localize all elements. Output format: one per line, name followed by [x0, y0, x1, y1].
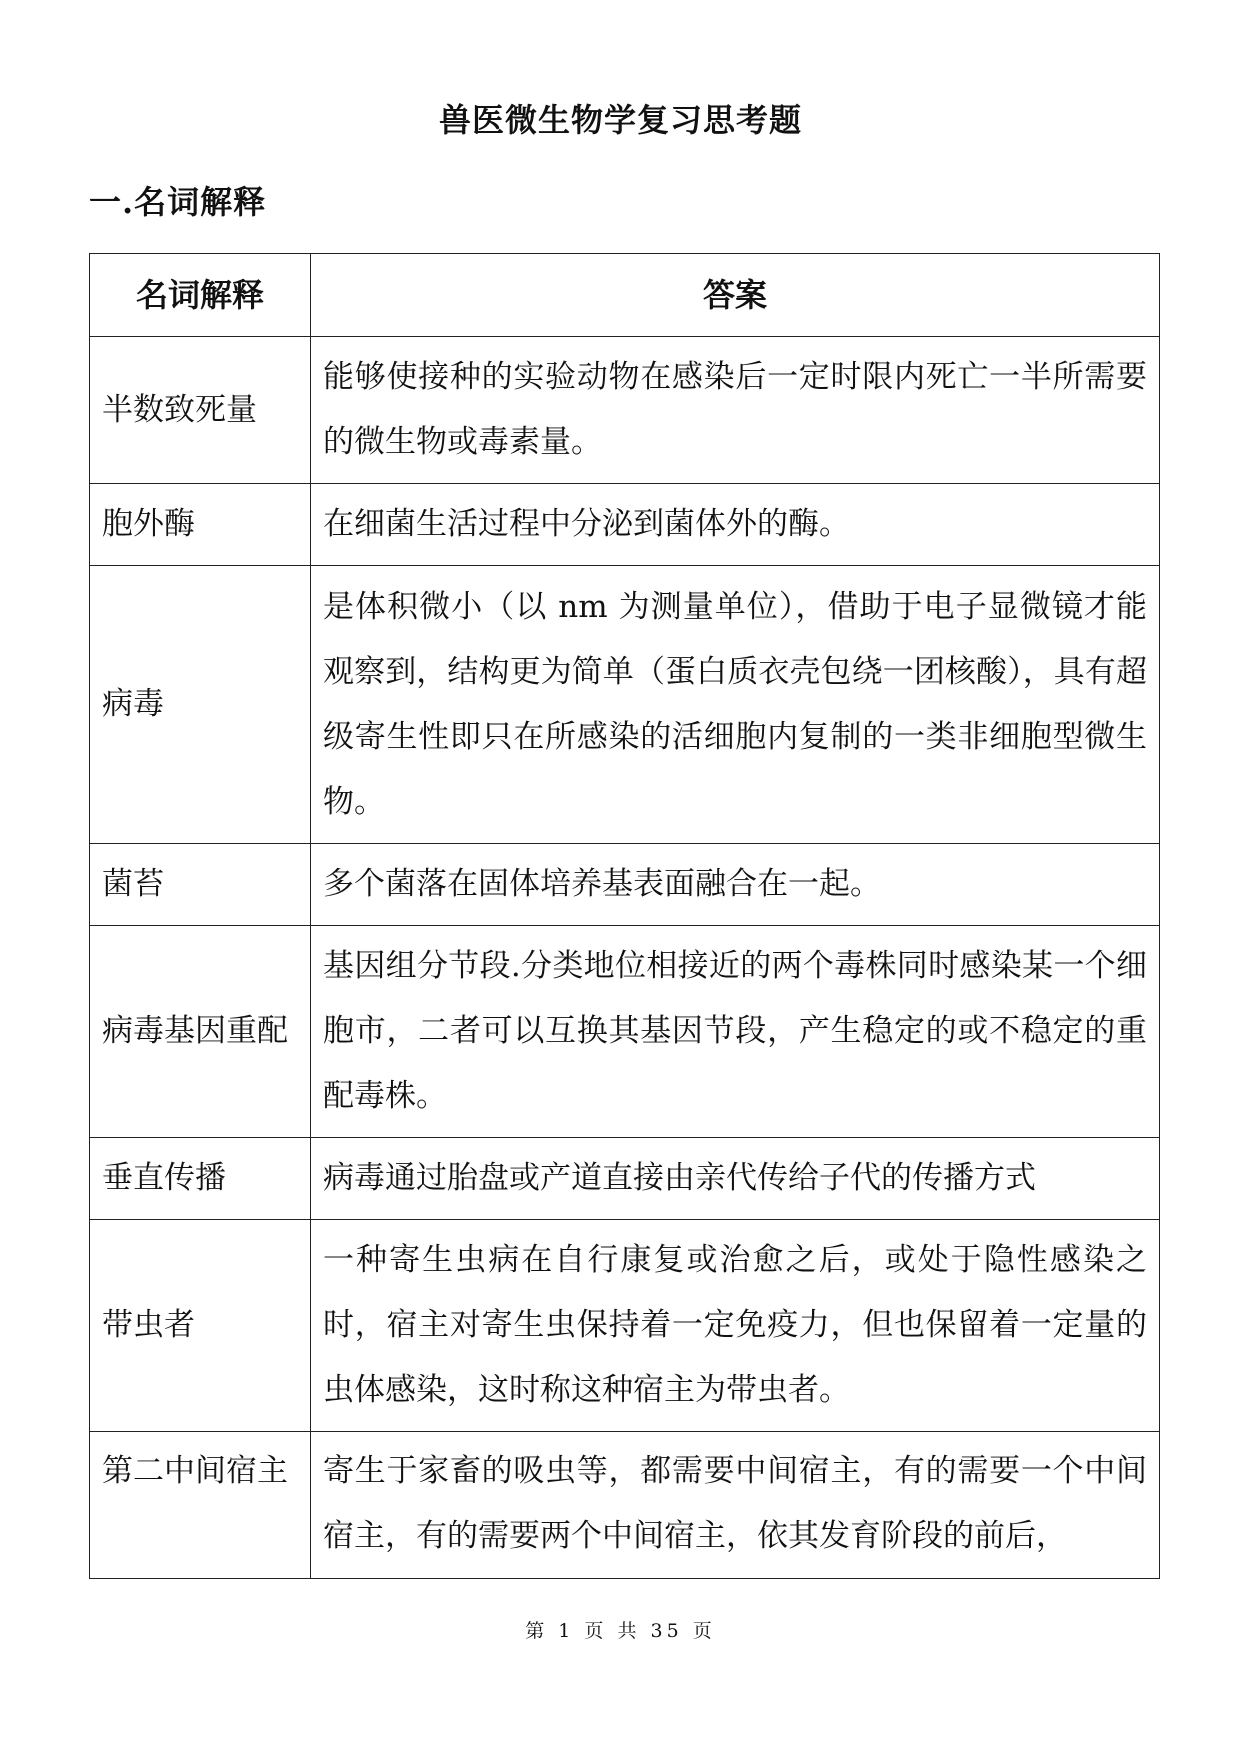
table-row — [90, 1138, 1160, 1220]
table-row — [90, 926, 1160, 1138]
section-heading: 一.名词解释 — [89, 183, 267, 221]
row-term: 胞外酶 — [90, 484, 311, 566]
row-term: 菌苔 — [90, 844, 311, 926]
table-row — [90, 566, 1160, 844]
table-row — [90, 1432, 1160, 1579]
header-term: 名词解释 — [90, 254, 311, 337]
row-term: 病毒基因重配 — [90, 926, 311, 1138]
row-answer: 多个菌落在固体培养基表面融合在一起。 — [311, 844, 1160, 926]
row-answer: 基因组分节段.分类地位相接近的两个毒株同时感染某一个细胞市，二者可以互换其基因节段，产生稳定的或不稳定的重配毒株。 — [311, 926, 1160, 1138]
table-header-row — [90, 254, 1160, 337]
row-term: 病毒 — [90, 566, 311, 844]
row-answer: 寄生于家畜的吸虫等，都需要中间宿主，有的需要一个中间宿主，有的需要两个中间宿主，依其发育阶段的前后， — [311, 1432, 1160, 1579]
header-answer: 答案 — [311, 254, 1160, 337]
table-row — [90, 844, 1160, 926]
row-answer: 病毒通过胎盘或产道直接由亲代传给子代的传播方式 — [311, 1138, 1160, 1220]
table-row — [90, 337, 1160, 484]
table-row — [90, 484, 1160, 566]
glossary-table — [89, 253, 1160, 1579]
row-term: 半数致死量 — [90, 337, 311, 484]
row-answer: 是体积微小（以 nm 为测量单位），借助于电子显微镜才能观察到，结构更为简单（蛋白质衣壳包绕一团核酸），具有超级寄生性即只在所感染的活细胞内复制的一类非细胞型微生物。 — [311, 566, 1160, 844]
row-answer: 一种寄生虫病在自行康复或治愈之后，或处于隐性感染之时，宿主对寄生虫保持着一定免疫力，但也保留着一定量的虫体感染，这时称这种宿主为带虫者。 — [311, 1220, 1160, 1432]
page-footer: 第 1 页 共 35 页 — [525, 1620, 716, 1642]
row-answer: 能够使接种的实验动物在感染后一定时限内死亡一半所需要的微生物或毒素量。 — [311, 337, 1160, 484]
document-title: 兽医微生物学复习思考题 — [438, 101, 802, 139]
row-answer: 在细菌生活过程中分泌到菌体外的酶。 — [311, 484, 1160, 566]
row-term: 垂直传播 — [90, 1138, 311, 1220]
row-term: 带虫者 — [90, 1220, 311, 1432]
row-term: 第二中间宿主 — [90, 1432, 311, 1579]
table-row — [90, 1220, 1160, 1432]
